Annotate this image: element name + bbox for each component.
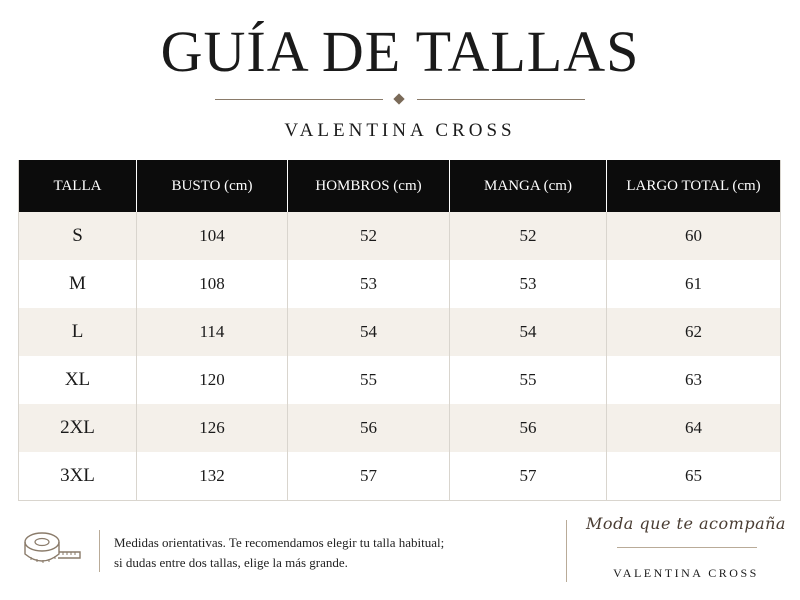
- footer-divider-right: [566, 520, 567, 582]
- brand-name: VALENTINA CROSS: [284, 120, 516, 141]
- table-row: [19, 404, 781, 452]
- column-header-busto: BUSTO (cm): [137, 160, 288, 212]
- note-line-2: si dudas entre dos tallas, elige la más grande.: [114, 555, 348, 570]
- table-row: [19, 308, 781, 356]
- table-cell: 57: [450, 452, 607, 501]
- size-cell: 3XL: [19, 452, 137, 501]
- note-line-1: Medidas orientativas. Te recomendamos elegir tu talla habitual;: [114, 535, 445, 550]
- table-cell: 55: [288, 356, 450, 404]
- table-cell: 114: [137, 308, 288, 356]
- diamond-ornament-icon: [393, 93, 404, 104]
- table-cell: 60: [607, 212, 781, 260]
- table-cell: 62: [607, 308, 781, 356]
- table-cell: 53: [288, 260, 450, 308]
- table-cell: 53: [450, 260, 607, 308]
- table-cell: 120: [137, 356, 288, 404]
- table-cell: 54: [450, 308, 607, 356]
- table-cell: 54: [288, 308, 450, 356]
- table-row: [19, 452, 781, 501]
- table-cell: 56: [450, 404, 607, 452]
- column-header-hombros: HOMBROS (cm): [288, 160, 450, 212]
- sizing-note: [114, 533, 514, 573]
- table-cell: 126: [137, 404, 288, 452]
- size-cell: S: [19, 212, 137, 260]
- table-cell: 55: [450, 356, 607, 404]
- title-divider: [215, 96, 585, 104]
- footer-brand: VALENTINA CROSS: [613, 566, 759, 580]
- table-cell: 61: [685, 274, 702, 293]
- table-cell: 52: [450, 212, 607, 260]
- table-row: [19, 212, 781, 260]
- table-cell: 64: [607, 404, 781, 452]
- table-cell: 56: [288, 404, 450, 452]
- size-cell: 2XL: [19, 404, 137, 452]
- size-cell: XL: [19, 356, 137, 404]
- column-header-largo: LARGO TOTAL (cm): [607, 160, 781, 212]
- divider-line-right: [417, 99, 585, 100]
- table-cell: 63: [685, 370, 702, 389]
- measuring-tape-icon: [22, 528, 84, 568]
- column-header-manga: MANGA (cm): [450, 160, 607, 212]
- footer-divider-left: [99, 530, 100, 572]
- table-cell: 52: [288, 212, 450, 260]
- table-cell: 104: [137, 212, 288, 260]
- size-cell: L: [19, 308, 137, 356]
- table-cell: 108: [137, 260, 288, 308]
- table-row: [19, 356, 781, 404]
- table-cell: 57: [288, 452, 450, 501]
- column-header-talla: TALLA: [19, 160, 137, 212]
- divider-line-left: [215, 99, 383, 100]
- table-header-row: [19, 160, 781, 212]
- size-table: [18, 160, 781, 501]
- page-title: GUÍA DE TALLAS: [160, 19, 640, 84]
- size-cell: M: [19, 260, 137, 308]
- tagline: Moda que te acompaña: [586, 514, 786, 533]
- table-cell: 132: [137, 452, 288, 501]
- table-row: [19, 260, 781, 308]
- table-cell: 65: [607, 452, 781, 501]
- tagline-underline: [617, 547, 757, 548]
